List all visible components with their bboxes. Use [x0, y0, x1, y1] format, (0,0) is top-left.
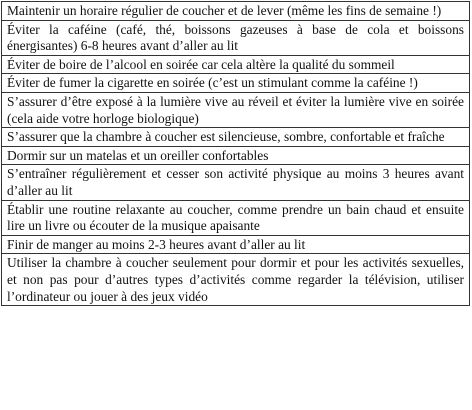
- tip-cell: S’entraîner régulièrement et cesser son activité physique au moins 3 heures avant d’aller au lit: [2, 165, 470, 200]
- tip-cell: S’assurer d’être exposé à la lumière vive au réveil et éviter la lumière vive en soirée (cela aide votre horloge biologique): [2, 92, 470, 127]
- table-row: [2, 200, 470, 235]
- table-row: [2, 146, 470, 165]
- tip-cell: Éviter de boire de l’alcool en soirée car cela altère la qualité du sommeil: [2, 55, 470, 74]
- tip-cell: Dormir sur un matelas et un oreiller confortables: [2, 146, 470, 165]
- table-row: [2, 128, 470, 147]
- tip-cell: Éviter la caféine (café, thé, boissons gazeuses à base de cola et boissons énergisantes) 6-8 heures avant d’aller au lit: [2, 20, 470, 55]
- table-row: [2, 235, 470, 254]
- tip-cell: Établir une routine relaxante au coucher, comme prendre un bain chaud et ensuite lire un livre ou écouter de la musique apaisante: [2, 200, 470, 235]
- table-row: [2, 2, 470, 21]
- table-row: [2, 55, 470, 74]
- tip-cell: Éviter de fumer la cigarette en soirée (c’est un stimulant comme la caféine !): [2, 74, 470, 93]
- tip-cell: Finir de manger au moins 2-3 heures avant d’aller au lit: [2, 235, 470, 254]
- tips-table-body: [2, 2, 470, 306]
- table-row: [2, 254, 470, 306]
- table-row: [2, 74, 470, 93]
- table-row: [2, 20, 470, 55]
- sleep-tips-table: [1, 1, 470, 306]
- table-row: [2, 165, 470, 200]
- tip-cell: Maintenir un horaire régulier de coucher et de lever (même les fins de semaine !): [2, 2, 470, 21]
- tip-cell: Utiliser la chambre à coucher seulement pour dormir et pour les activités sexuelles, et non pas pour d’autres types d’activités comme regarder la télévision, utiliser l’ordinateur ou jouer à des jeux vidéo: [2, 254, 470, 306]
- tip-cell: S’assurer que la chambre à coucher est silencieuse, sombre, confortable et fraîche: [2, 128, 470, 147]
- table-row: [2, 92, 470, 127]
